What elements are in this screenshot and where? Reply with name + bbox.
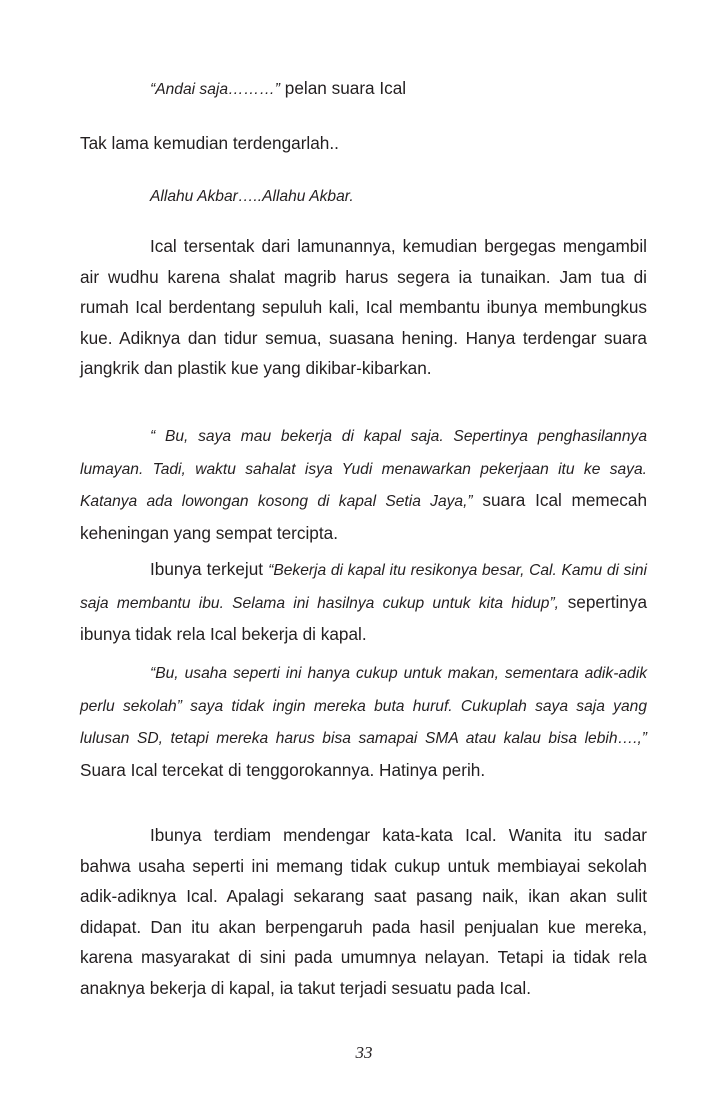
dialogue-italic: “Andai saja………” xyxy=(150,81,280,98)
dialogue-italic: “Bu, usaha seperti ini hanya cukup untuk makan, sementara adik-adik perlu sekolah” saya tidak ingin mereka buta huruf. Cukuplah saya saja yang lulusan SD, tetapi mereka harus bisa samapai SMA atau kalau bisa lebih….,” xyxy=(80,665,647,747)
paragraph-text: Ical tersentak dari lamunannya, kemudian bergegas mengambil air wudhu karena shalat magrib harus segera ia tunaikan. Jam tua di rumah Ical berdentang sepuluh kali, Ical membantu ibunya membungkus kue. Adiknya dan tidur semua, suasana hening. Hanya terdengar suara jangkrik dan plastik kue yang dikibar-kibarkan. xyxy=(80,236,647,378)
narration: suara Ical memecah keheningan yang sempat tercipta. xyxy=(80,490,647,543)
narration: Tak lama kemudian terdengarlah.. xyxy=(80,133,339,153)
paragraph-text: Ibunya terdiam mendengar kata-kata Ical. Wanita itu sadar bahwa usaha seperti ini memang tidak cukup untuk membiayai sekolah adik-adiknya Ical. Apalagi sekarang saat pasang naik, ikan akan sulit didapat. Dan itu akan berpengaruh pada hasil penjualan kue mereka, karena masyarakat di sini pada umumnya nelayan. Tetapi ia tidak rela anaknya bekerja di kapal, ia takut terjadi sesuatu pada Ical. xyxy=(80,825,647,998)
dialogue-italic: “ Bu, saya mau bekerja di kapal saja. Sepertinya penghasilannya lumayan. Tadi, waktu sahalat isya Yudi menawarkan pekerjaan itu ke saya. Katanya ada lowongan kosong di kapal Setia Jaya,” xyxy=(80,428,647,510)
adhan-italic: Allahu Akbar…..Allahu Akbar. xyxy=(150,188,354,205)
dialogue-italic: “Bekerja di kapal itu resikonya besar, Cal. Kamu di sini saja membantu ibu. Selama ini hasilnya cukup untuk kita hidup”, xyxy=(80,562,647,612)
paragraph-usaha-seperti xyxy=(80,657,647,785)
line-andai-saja xyxy=(80,73,647,106)
narration: Suara Ical tercekat di tenggorokannya. Hatinya perih. xyxy=(80,759,486,780)
narration: pelan suara Ical xyxy=(280,78,407,98)
paragraph-ical-tersentak xyxy=(80,231,647,384)
paragraph-bekerja-kapal xyxy=(80,420,647,548)
paragraph-ibunya-terdiam xyxy=(80,820,647,1003)
page-number: 33 xyxy=(355,1043,373,1062)
narration: sepertinya ibunya tidak rela Ical bekerja di kapal. xyxy=(80,591,648,644)
narration: Ibunya terkejut xyxy=(150,559,269,579)
paragraph-ibunya-terkejut xyxy=(80,554,647,650)
line-tak-lama xyxy=(80,128,647,159)
line-allahu-akbar xyxy=(80,180,647,213)
